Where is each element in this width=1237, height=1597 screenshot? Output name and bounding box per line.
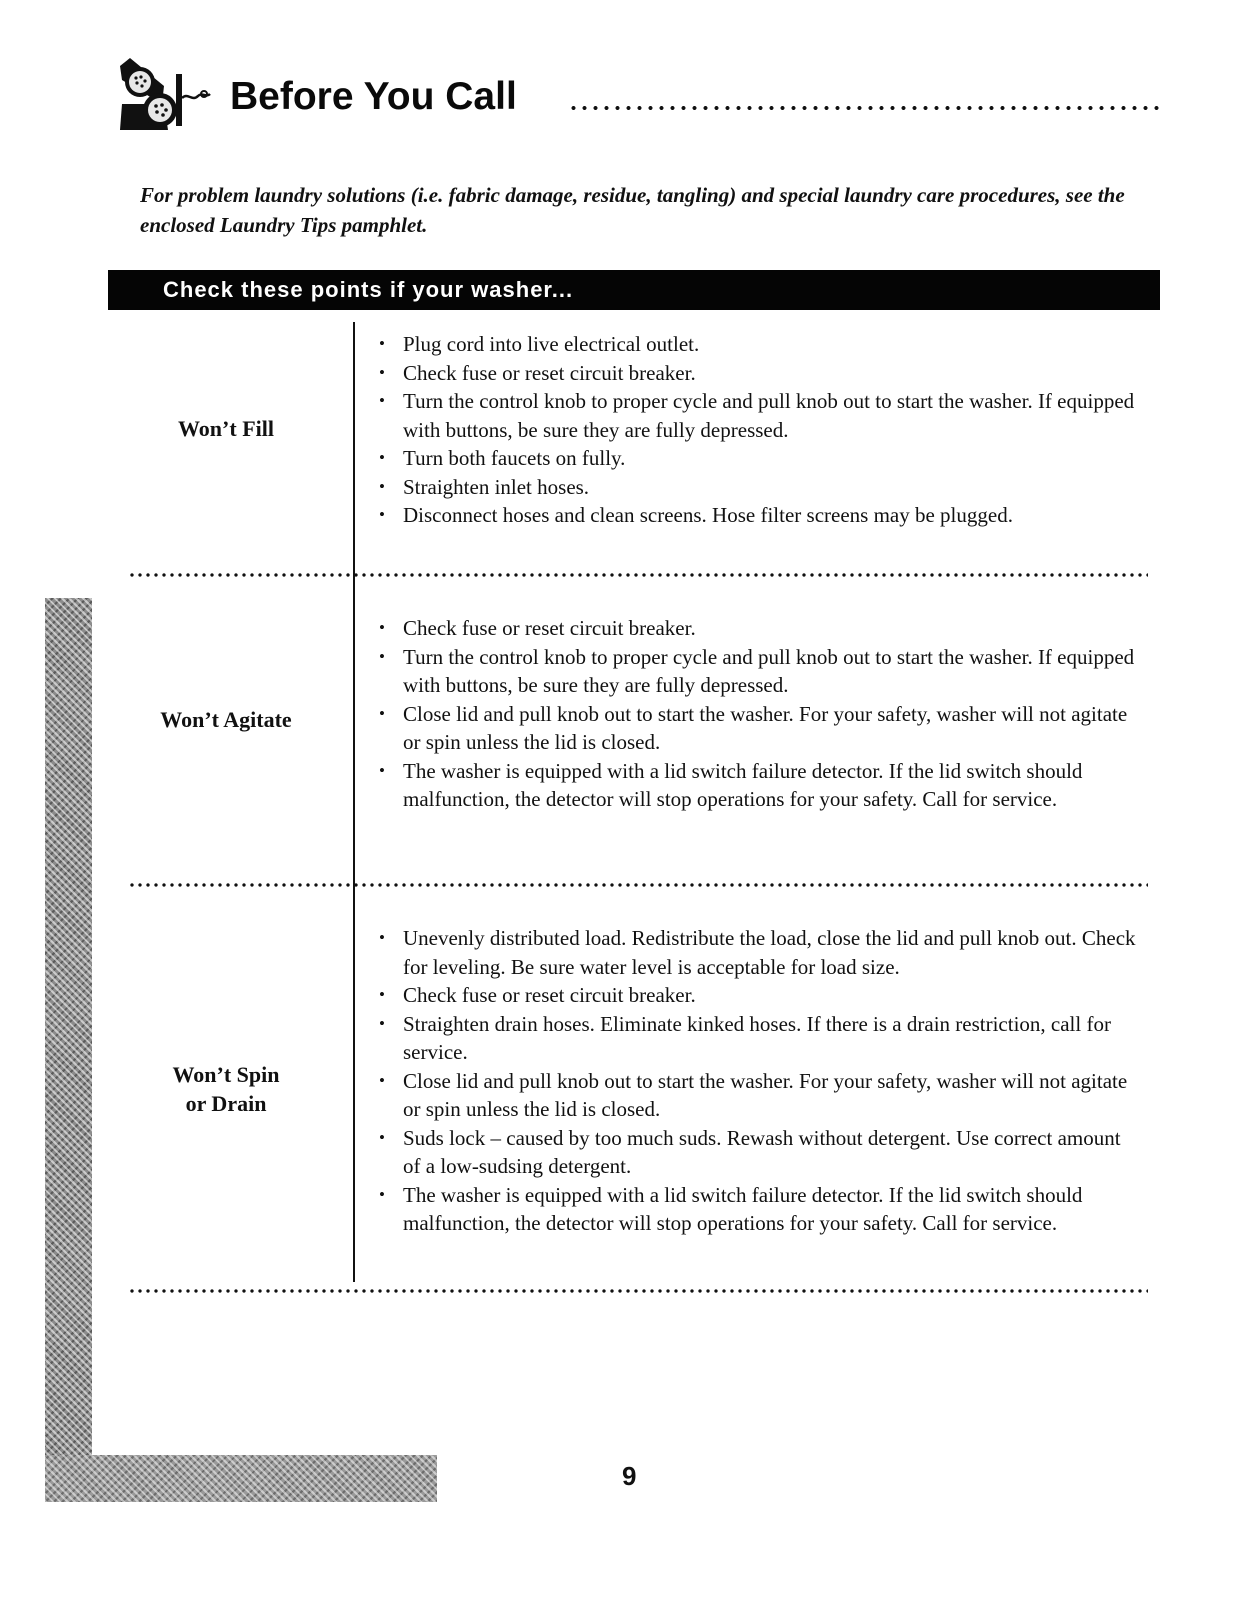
solution-item: • Check fuse or reset circuit breaker. xyxy=(375,359,1140,388)
page-number: 9 xyxy=(622,1461,637,1491)
problem-label-line: or Drain xyxy=(185,1091,267,1116)
page-title: Before You Call xyxy=(230,75,517,118)
problem-label-line: Won’t Fill xyxy=(178,416,274,441)
solution-item: • Close lid and pull knob out to start the washer. For your safety, washer will not agitate or spin unless the lid is closed. xyxy=(375,700,1140,757)
solution-item: • Turn the control knob to proper cycle and pull knob out to start the washer. If equipped with buttons, be sure they are fully depressed. xyxy=(375,387,1140,444)
title-dot-leader xyxy=(568,104,1163,112)
solution-item: • Unevenly distributed load. Redistribute the load, close the lid and pull knob out. Check for leveling. Be sure water level is acceptable for load size. xyxy=(375,924,1140,981)
solution-item: • The washer is equipped with a lid switch failure detector. If the lid switch should malfunction, the detector will stop operations for your safety. Call for service. xyxy=(375,757,1140,814)
page-header xyxy=(118,52,1163,132)
solution-item: • Turn the control knob to proper cycle and pull knob out to start the washer. If equipped with buttons, be sure they are fully depressed. xyxy=(375,643,1140,700)
solution-item: • Straighten inlet hoses. xyxy=(375,473,1140,502)
solution-item: • Turn both faucets on fully. xyxy=(375,444,1140,473)
section-heading-banner xyxy=(108,270,1160,310)
solution-list-wont-spin-or-drain xyxy=(375,924,1140,1238)
row-separator xyxy=(128,572,1148,578)
row-separator xyxy=(128,882,1148,888)
problem-label-line: Won’t Spin xyxy=(172,1062,280,1087)
decorative-bottom-strip xyxy=(45,1455,437,1502)
problem-label-wont-fill xyxy=(110,414,342,443)
solution-item: • Suds lock – caused by too much suds. Rewash without detergent. Use correct amount of a low-sudsing detergent. xyxy=(375,1124,1140,1181)
solution-list-wont-fill xyxy=(375,330,1140,530)
column-divider xyxy=(353,322,355,1282)
section-heading: Check these points if your washer... xyxy=(163,277,574,302)
solution-item: • Check fuse or reset circuit breaker. xyxy=(375,981,1140,1010)
problem-label-wont-agitate xyxy=(110,705,342,734)
intro-note: For problem laundry solutions (i.e. fabric damage, residue, tangling) and special laundry care procedures, see the enclosed Laundry Tips pamphlet. xyxy=(140,183,1125,237)
row-separator xyxy=(128,1288,1148,1294)
solution-item: • The washer is equipped with a lid switch failure detector. If the lid switch should malfunction, the detector will stop operations for your safety. Call for service. xyxy=(375,1181,1140,1238)
solution-item: • Plug cord into live electrical outlet. xyxy=(375,330,1140,359)
washer-service-logo-icon xyxy=(118,52,226,132)
solution-list-wont-agitate xyxy=(375,614,1140,814)
solution-item: • Disconnect hoses and clean screens. Hose filter screens may be plugged. xyxy=(375,501,1140,530)
solution-item: • Check fuse or reset circuit breaker. xyxy=(375,614,1140,643)
problem-label-wont-spin-or-drain xyxy=(110,1060,342,1118)
decorative-edge-strip xyxy=(45,598,92,1502)
problem-label-line: Won’t Agitate xyxy=(160,707,292,732)
solution-item: • Close lid and pull knob out to start the washer. For your safety, washer will not agitate or spin unless the lid is closed. xyxy=(375,1067,1140,1124)
solution-item: • Straighten drain hoses. Eliminate kinked hoses. If there is a drain restriction, call for service. xyxy=(375,1010,1140,1067)
